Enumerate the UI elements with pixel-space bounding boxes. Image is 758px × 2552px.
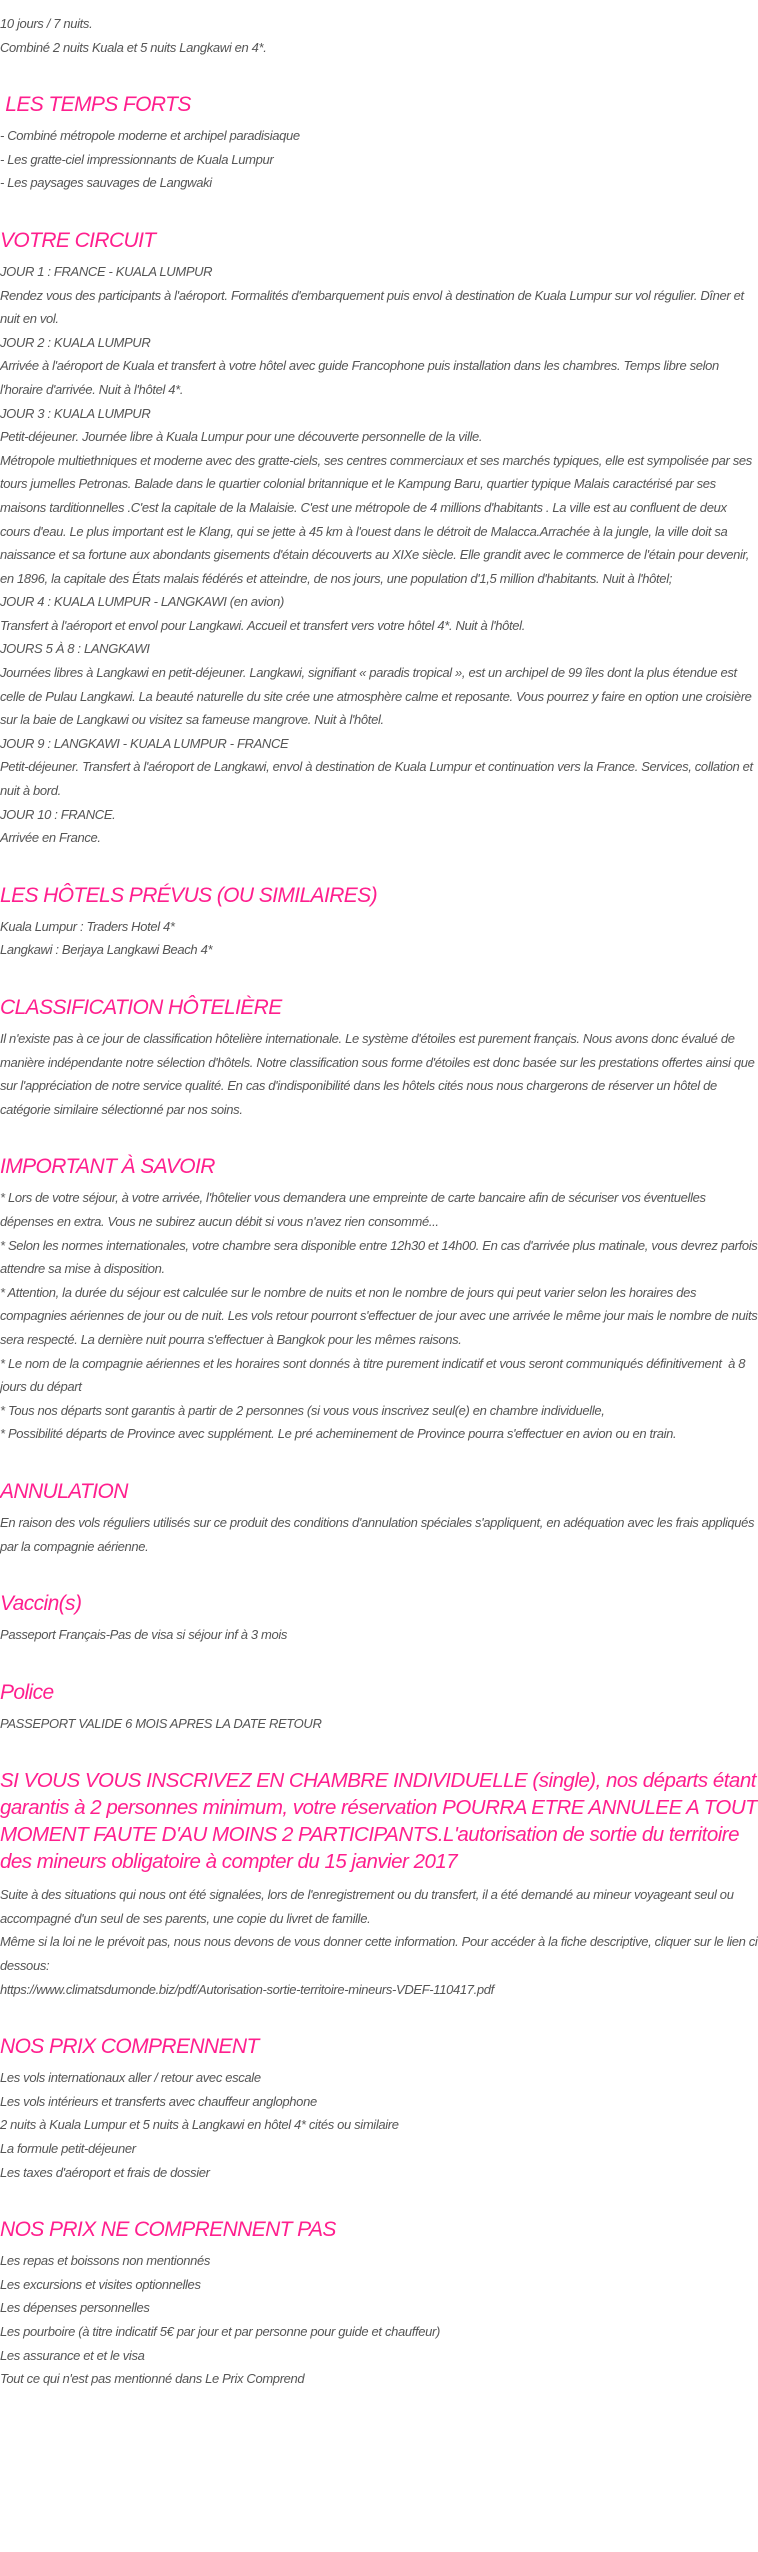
highlight-item: - Les paysages sauvages de Langwaki <box>0 175 212 191</box>
day-text: Arrivée en France. <box>0 830 101 846</box>
day-text: Petit-déjeuner. Transfert à l'aéroport de Langkawi, envol à destination de Kuala Lumpur et continuation vers la France. Services, collation et nuit à bord. <box>0 759 753 799</box>
day-3 <box>0 402 758 591</box>
intro <box>0 12 758 59</box>
day-heading: JOURS 5 À 8 : LANGKAWI <box>0 641 150 657</box>
cancellation-section <box>0 1478 758 1558</box>
trip-combo: Combiné 2 nuits Kuala et 5 nuits Langkawi en 4*. <box>0 39 267 55</box>
included-item: Les vols intérieurs et transferts avec chauffeur anglophone <box>0 2093 317 2109</box>
included-item: Les taxes d'aéroport et frais de dossier <box>0 2164 210 2180</box>
not-included-title: NOS PRIX NE COMPRENNENT PAS <box>0 2218 336 2242</box>
vaccines-text: Passeport Français-Pas de visa si séjour inf à 3 mois <box>0 1627 288 1643</box>
single-room-section <box>0 1767 758 2001</box>
highlight-item: - Les gratte-ciel impressionnants de Kuala Lumpur <box>0 151 274 167</box>
included-title: NOS PRIX COMPRENNENT <box>0 2035 259 2059</box>
circuit-section <box>0 227 758 850</box>
day-heading: JOUR 10 : FRANCE. <box>0 806 116 822</box>
not-included-item: Les pourboire (à titre indicatif 5€ par jour et par personne pour guide et chauffeur) <box>0 2324 440 2339</box>
classification-text: Il n'existe pas à ce jour de classification hôtelière internationale. Le système d'étoiles est purement français. Nous avons donc évalué de manière indépendante notre sélection d'hôtels. Notre classification sous forme d'étoiles est donc basée sur les prestations offertes ainsi que sur l'appréciation de notre service qualité. En cas d'indisponibilité dans les hôtels cités nous nous chargerons de réserver un hôtel de catégorie similaire sélectionné par nos soins. <box>0 1031 755 1117</box>
important-section <box>0 1153 758 1446</box>
important-item: * Possibilité départs de Province avec supplément. Le pré acheminement de Province pourra s'effectuer en avion ou en train. <box>0 1426 677 1442</box>
day-text: Rendez vous des participants à l'aéroport. Formalités d'embarquement puis envol à destination de Kuala Lumpur sur vol régulier. Dîner et nuit en vol. <box>0 287 744 327</box>
day-10 <box>0 803 758 850</box>
cancellation-text: En raison des vols réguliers utilisés sur ce produit des conditions d'annulation spéciales s'appliquent, en adéquation avec les frais appliqués par la compagnie aérienne. <box>0 1514 755 1554</box>
day-heading: JOUR 1 : FRANCE - KUALA LUMPUR <box>0 263 213 279</box>
not-included-item: Les repas et boissons non mentionnés <box>0 2253 210 2269</box>
trip-duration: 10 jours / 7 nuits. <box>0 16 93 31</box>
day-heading: JOUR 3 : KUALA LUMPUR <box>0 405 151 421</box>
important-title: IMPORTANT À SAVOIR <box>0 1155 215 1179</box>
day-text: Arrivée à l'aéroport de Kuala et transfert à votre hôtel avec guide Francophone puis installation dans les chambres. Temps libre selon l'horaire d'arrivée. Nuit à l'hôtel 4*. <box>0 358 719 397</box>
cancellation-title: ANNULATION <box>0 1479 128 1503</box>
day-text: Métropole multiethniques et moderne avec des gratte-ciels, ses centres commerciaux et ses marchés typiques, elle est sympolisée par ses tours jumelles Petronas. Balade dans le quartier colonial britannique et le Kampung Baru, quartier typique Malais caractérisé par ses maisons tarditionnelles .C'est la capitale de la Malaisie. C'est une métropole de 4 millions d'habitants . La ville est au confluent de deux cours d'eau. Le plus important est le Klang, qui se jette à 45 km à l'ouest dans le détroit de Malacca.Arrachée à la jungle, la ville doit sa naissance et sa fortune aux abondants gisements d'étain découverts au XIXe siècle. Elle grandit avec le commerce de l'étain pour devenir, en 1896, la capitale des États malais fédérés et atteindre, de nos jours, une population d'1,5 million d'habitants. Nuit à l'hôtel; <box>0 452 752 586</box>
police-title: Police <box>0 1680 54 1704</box>
classification-section <box>0 994 758 1121</box>
hotels-title: LES HÔTELS PRÉVUS (OU SIMILAIRES) <box>0 883 377 907</box>
minors-text: Même si la loi ne le prévoit pas, nous nous devons de vous donner cette information. Pour accéder à la fiche descriptive, cliquer sur le lien ci dessous: <box>0 1934 758 1974</box>
day-1 <box>0 260 758 331</box>
circuit-title: VOTRE CIRCUIT <box>0 228 156 252</box>
day-text: Petit-déjeuner. Journée libre à Kuala Lumpur pour une découverte personnelle de la ville. <box>0 429 483 445</box>
day-text: Transfert à l'aéroport et envol pour Langkawi. Accueil et transfert vers votre hôtel 4*. Nuit à l'hôtel. <box>0 617 525 633</box>
included-item: La formule petit-déjeuner <box>0 2141 136 2157</box>
classification-title: CLASSIFICATION HÔTELIÈRE <box>0 996 282 1019</box>
vaccines-section <box>0 1590 758 1647</box>
day-9 <box>0 732 758 803</box>
highlight-item: - Combiné métropole moderne et archipel paradisiaque <box>0 128 300 144</box>
hotel-item: Kuala Lumpur : Traders Hotel 4* <box>0 918 175 934</box>
important-item: * Attention, la durée du séjour est calculée sur le nombre de nuits et non le nombre de jours qui peut varier selon les horaires des compagnies aériennes de jour ou de nuit. Les vols retour pourront s'effectuer de jour avec une arrivée le même jour mais le nombre de nuits sera respecté. La dernière nuit pourra s'effectuer à Bangkok pour les mêmes raisons. <box>0 1284 758 1347</box>
highlights-title: LES TEMPS FORTS <box>0 93 191 117</box>
vaccines-title: Vaccin(s) <box>0 1592 82 1616</box>
important-item: * Lors de votre séjour, à votre arrivée, l'hôtelier vous demandera une empreinte de carte bancaire afin de sécuriser vos éventuelles dépenses en extra. Vous ne subirez aucun débit si vous n'avez rien consommé... <box>0 1190 706 1229</box>
important-item: * Le nom de la compagnie aériennes et les horaires sont donnés à titre purement indicatif et vous seront communiqués définitivement à 8 jours du départ <box>0 1355 749 1395</box>
important-item: * Selon les normes internationales, votre chambre sera disponible entre 12h30 et 14h00. En cas d'arrivée plus matinale, vous devrez parfois attendre sa mise à disposition. <box>0 1237 758 1277</box>
included-item: Les vols internationaux aller / retour avec escale <box>0 2070 261 2086</box>
police-section <box>0 1679 758 1736</box>
not-included-item: Les excursions et visites optionnelles <box>0 2276 201 2292</box>
important-item: * Tous nos départs sont garantis à partir de 2 personnes (si vous vous inscrivez seul(e) en chambre individuelle, <box>0 1402 605 1418</box>
day-heading: JOUR 4 : KUALA LUMPUR - LANGKAWI (en avion) <box>0 594 285 610</box>
not-included-item: Les dépenses personnelles <box>0 2300 150 2316</box>
day-2 <box>0 331 758 402</box>
not-included-item: Les assurance et et le visa <box>0 2347 145 2363</box>
highlights-section <box>0 91 758 195</box>
day-heading: JOUR 2 : KUALA LUMPUR <box>0 334 151 350</box>
not-included-item: Tout ce qui n'est pas mentionné dans Le Prix Comprend <box>0 2371 305 2387</box>
day-heading: JOUR 9 : LANGKAWI - KUALA LUMPUR - FRANCE <box>0 735 289 751</box>
police-text: PASSEPORT VALIDE 6 MOIS APRES LA DATE RETOUR <box>0 1715 322 1731</box>
hotels-section <box>0 882 758 962</box>
included-item: 2 nuits à Kuala Lumpur et 5 nuits à Langkawi en hôtel 4* cités ou similaire <box>0 2117 399 2133</box>
day-text: Journées libres à Langkawi en petit-déjeuner. Langkawi, signifiant « paradis tropical », est un archipel de 99 îles dont la plus étendue est celle de Pulau Langkawi. La beauté naturelle du site crée une atmosphère calme et reposante. Vous pourrez y faire en option une croisière sur la baie de Langkawi ou visitez sa fameuse mangrove. Nuit à l'hôtel. <box>0 665 752 728</box>
days-5-8 <box>0 637 758 731</box>
single-room-title: SI VOUS VOUS INSCRIVEZ EN CHAMBRE INDIVIDUELLE (single), nos départs étant garantis à 2 personnes minimum, votre réservation POURRA ETRE ANNULEE A TOUT MOMENT FAUTE D'AU MOINS 2 PARTICIPANTS.L'autorisation de sortie du territoire des mineurs obligatoire à compter du 15 janvier 2017 <box>0 1769 758 1874</box>
included-section <box>0 2033 758 2184</box>
minors-form-link[interactable]: https://www.climatsdumonde.biz/pdf/Autorisation-sortie-territoire-mineurs-VDEF-110417.pdf <box>0 1981 494 1997</box>
not-included-section <box>0 2216 758 2391</box>
day-4 <box>0 590 758 637</box>
hotel-item: Langkawi : Berjaya Langkawi Beach 4* <box>0 942 213 958</box>
minors-text: Suite à des situations qui nous ont été signalées, lors de l'enregistrement ou du transfert, il a été demandé au mineur voyageant seul ou accompagné d'un seul de ses parents, une copie du livret de famille. <box>0 1887 734 1926</box>
